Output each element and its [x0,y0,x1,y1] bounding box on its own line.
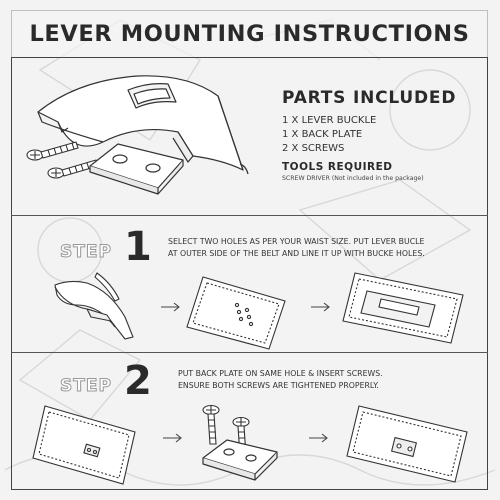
tools-heading: TOOLS REQUIRED [282,161,393,173]
lever-buckle-icon [55,273,133,339]
arrow-right-icon [163,434,181,442]
header [11,10,488,58]
step-2-instructions [178,368,383,392]
arrow-right-icon [161,303,179,311]
belt-strap-icon [33,406,135,484]
arrow-right-icon [309,434,327,442]
belt-strap-icon [347,406,467,482]
step-1-line-2: AT OUTER SIDE OF THE BELT AND LINE IT UP WITH BUCKE HOLES. [168,249,425,258]
step-2-number: 2 [124,358,152,402]
step-2-line-2: ENSURE BOTH SCREWS ARE TIGHTENED PROPERLY. [178,381,379,390]
step-1-label [58,222,158,266]
step-2-word: STEP [60,376,112,396]
arrow-right-icon [311,303,329,311]
step-1-instructions [168,236,425,260]
parts-item: 1 X BACK PLATE [282,129,363,140]
back-plate-icon [90,144,183,194]
back-plate-icon [203,440,277,480]
parts-heading: PARTS INCLUDED [282,88,457,108]
belt-strap-icon [187,277,285,349]
screw-icon [27,142,98,178]
step-2-illustration [15,396,485,486]
step-1-line-1: SELECT TWO HOLES AS PER YOUR WAIST SIZE. PUT LEVER BUCLE [168,237,425,246]
tools-note: SCREW DRIVER (Not included in the package) [282,175,424,182]
step-2-line-1: PUT BACK PLATE ON SAME HOLE & INSERT SCREWS. [178,369,383,378]
page-title: LEVER MOUNTING INSTRUCTIONS [29,20,470,47]
parts-item: 2 X SCREWS [282,143,345,154]
parts-list [282,114,376,156]
step-1-illustration [15,265,485,350]
step-1-number: 1 [124,224,152,266]
section-divider-2 [11,352,488,353]
parts-illustration [18,62,268,210]
section-divider-1 [11,215,488,216]
parts-item: 1 X LEVER BUCKLE [282,115,377,126]
step-1-word: STEP [60,242,112,262]
